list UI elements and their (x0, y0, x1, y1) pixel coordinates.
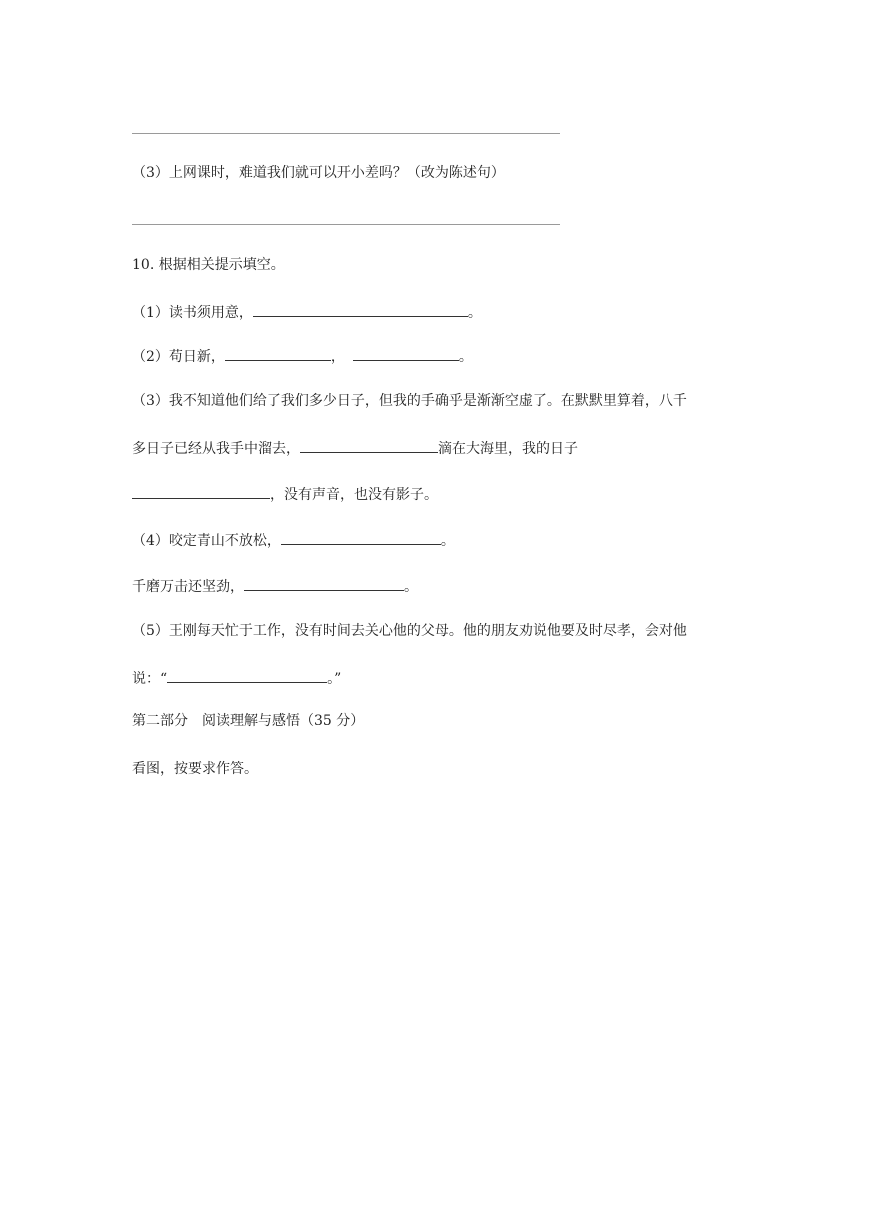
item-text: （3）我不知道他们给了我们多少日子，但我的手确乎是渐渐空虚了。在默默里算着，八千 (132, 393, 687, 409)
item-prefix: 千磨万击还坚劲， (132, 579, 244, 595)
question-10-item-5-line-1 (132, 622, 687, 640)
part-2-heading (132, 712, 364, 730)
question-10-item-4-line-1 (132, 530, 455, 550)
item-separator: ， (330, 349, 345, 365)
answer-line (132, 133, 560, 134)
question-10-item-2 (132, 346, 473, 366)
section-heading: 第二部分 阅读理解与感悟（35 分） (132, 713, 365, 729)
part-2-instruction (132, 760, 258, 778)
item-suffix: 。 (404, 579, 418, 595)
question-10-item-5-line-2 (132, 668, 341, 688)
question-10-item-3-line-1 (132, 392, 687, 410)
item-prefix: （4）咬定青山不放松， (132, 533, 281, 549)
question-10-item-1 (132, 302, 482, 322)
question-10-title (132, 256, 285, 274)
item-text: （5）王刚每天忙于工作，没有时间去关心他的父母。他的朋友劝说他要及时尽孝，会对他 (132, 623, 687, 639)
question-10-item-4-line-2 (132, 576, 418, 596)
question-10-item-3-line-3 (132, 484, 438, 504)
item-prefix: 说：“ (132, 671, 168, 687)
question-text: （3）上网课时，难道我们就可以开小差吗？（改为陈述句） (132, 165, 505, 181)
item-suffix: 。 (440, 533, 455, 549)
fill-blank[interactable] (253, 302, 468, 317)
item-prefix: 多日子已经从我手中溜去， (132, 441, 300, 457)
item-suffix: 。” (327, 671, 342, 687)
question-10-item-3-line-2 (132, 438, 578, 458)
fill-blank[interactable] (300, 438, 438, 453)
fill-blank[interactable] (167, 668, 327, 683)
item-prefix: （2）苟日新， (132, 349, 225, 365)
fill-blank[interactable] (132, 484, 270, 499)
item-prefix: （1）读书须用意， (132, 305, 253, 321)
item-suffix: 。 (467, 305, 482, 321)
item-suffix: 。 (458, 349, 473, 365)
item-suffix: 滴在大海里，我的日子 (438, 441, 578, 457)
fill-blank[interactable] (244, 576, 404, 591)
fill-blank[interactable] (225, 346, 331, 361)
item-suffix: ，没有声音，也没有影子。 (270, 487, 438, 503)
fill-blank[interactable] (353, 346, 459, 361)
question-9-item-3 (132, 164, 505, 182)
answer-line (132, 224, 560, 225)
fill-blank[interactable] (281, 530, 441, 545)
instruction-text: 看图，按要求作答。 (132, 761, 258, 777)
question-title: 10. 根据相关提示填空。 (132, 257, 285, 273)
